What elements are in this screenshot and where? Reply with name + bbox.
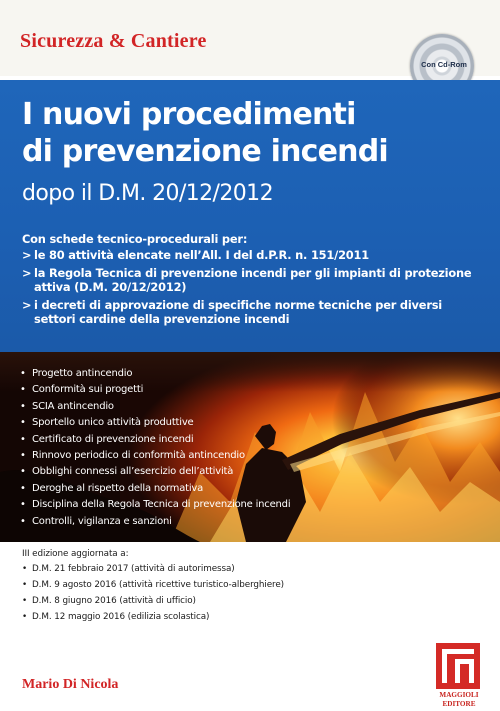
list-item: • Rinnovo periodico di conformità antincendio xyxy=(18,448,290,464)
list-item: • Deroghe al rispetto della normativa xyxy=(18,481,290,497)
list-item: • Progetto antincendio xyxy=(18,366,290,382)
list-item: • D.M. 12 maggio 2016 (edilizia scolastica) xyxy=(20,609,284,625)
list-item: • SCIA antincendio xyxy=(18,399,290,415)
title-line-2: di prevenzione incendi xyxy=(22,134,388,169)
bullet-icon: • xyxy=(22,564,28,574)
publisher-logo-icon xyxy=(436,643,480,689)
title-line-1: I nuovi procedimenti xyxy=(22,97,356,132)
chevron-right-icon: > xyxy=(22,248,32,262)
bullet-icon: • xyxy=(20,384,26,396)
bullet-icon: • xyxy=(20,417,26,429)
list-item: • D.M. 21 febbraio 2017 (attività di autorimessa) xyxy=(20,561,284,577)
bullet-icon: • xyxy=(22,580,28,590)
list-item: • Certificato di prevenzione incendi xyxy=(18,432,290,448)
publisher-name: MAGGIOLI xyxy=(439,691,479,699)
author-name: Mario Di Nicola xyxy=(22,677,119,692)
list-item: • D.M. 9 agosto 2016 (attività ricettive turistico-alberghiere) xyxy=(20,577,284,593)
bullet-icon: • xyxy=(20,515,26,527)
bullet-icon: • xyxy=(20,450,26,462)
chevron-right-icon: > xyxy=(22,266,32,280)
list-item: • D.M. 8 giugno 2016 (attività di ufficio) xyxy=(20,593,284,609)
bullet-icon: • xyxy=(20,400,26,412)
publisher-subname: EDITORE xyxy=(442,700,476,708)
list-item: > la Regola Tecnica di prevenzione incendi per gli impianti di protezione attiva (D.M. 20/12/2012) xyxy=(22,266,472,294)
bullet-icon: • xyxy=(20,368,26,379)
bullet-icon: • xyxy=(20,482,26,494)
cd-rom-label: Con Cd-Rom xyxy=(421,60,467,69)
book-title xyxy=(22,96,442,170)
book-subtitle: dopo il D.M. 20/12/2012 xyxy=(22,181,273,206)
list-item: > i decreti di approvazione di specifiche norme tecniche per diversi settori cardine della prevenzione incendi xyxy=(22,298,443,326)
list-item: • Sportello unico attività produttive xyxy=(18,415,290,431)
series-name: Sicurezza & Cantiere xyxy=(20,30,207,52)
chevron-right-icon: > xyxy=(22,298,32,312)
bullet-icon: • xyxy=(20,466,26,478)
edition-list xyxy=(20,561,284,625)
bullet-icon: • xyxy=(22,612,28,622)
bullet-icon: • xyxy=(22,596,28,606)
list-item: • Obblighi connessi all’esercizio dell’attività xyxy=(18,464,290,480)
list-item: • Conformità sui progetti xyxy=(18,382,290,398)
schede-intro: Con schede tecnico-procedurali per: xyxy=(22,232,248,246)
list-item: > le 80 attività elencate nell’All. I del d.P.R. n. 151/2011 xyxy=(22,248,369,262)
bullet-icon: • xyxy=(20,499,26,511)
edition-title: III edizione aggiornata a: xyxy=(22,549,129,559)
schede-list xyxy=(22,248,482,329)
list-item: • Disciplina della Regola Tecnica di prevenzione incendi xyxy=(18,497,290,513)
bullet-icon: • xyxy=(20,433,26,445)
topics-list xyxy=(18,366,290,530)
list-item: • Controlli, vigilanza e sanzioni xyxy=(18,514,290,530)
